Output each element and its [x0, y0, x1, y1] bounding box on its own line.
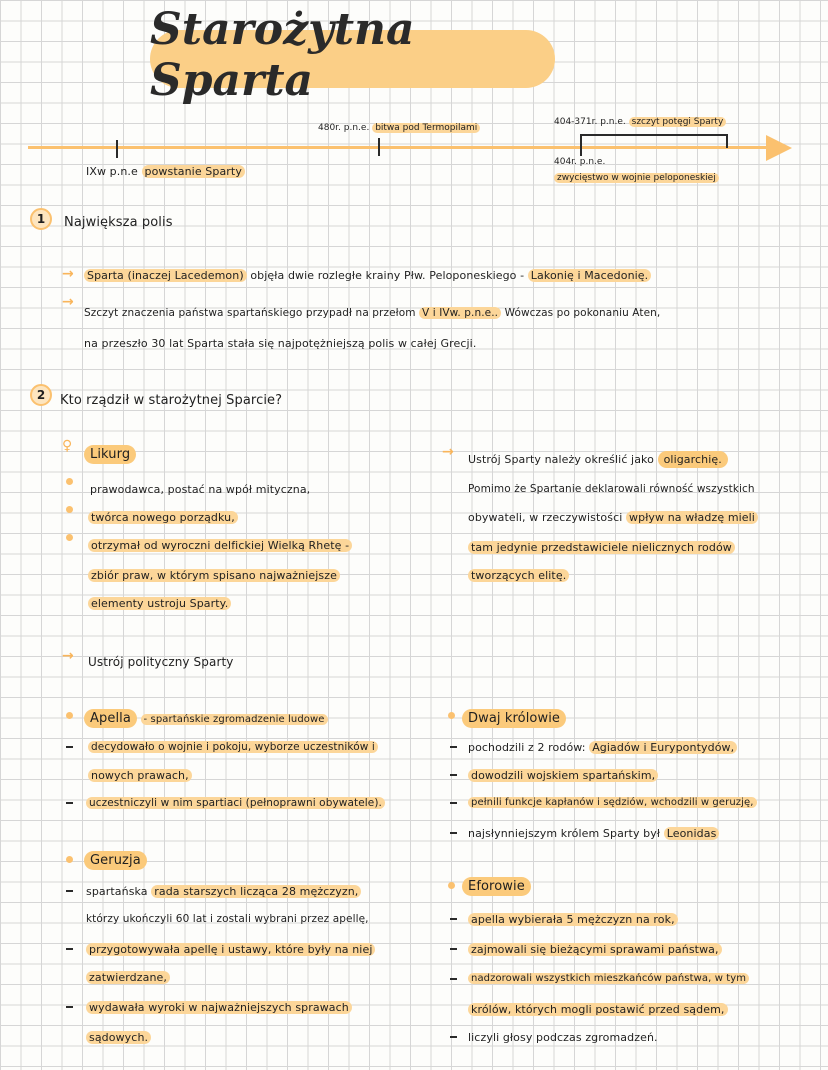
- timeline-event-4-label: zwycięstwo w wojnie peloponeskiej: [554, 174, 719, 183]
- bullet-dash: [66, 746, 73, 748]
- bullet-dash: [66, 802, 73, 804]
- eforowie-bullet-4: liczyli głosy podczas zgromadzeń.: [468, 1031, 658, 1044]
- eforowie-bullet-2: zajmowali się bieżącymi sprawami państwa,: [468, 944, 722, 955]
- eforowie-bullet-1: apella wybierała 5 mężczyzn na rok,: [468, 914, 678, 925]
- geruzja-bullet-3-line-2: sądowych.: [86, 1032, 151, 1043]
- bullet-dash: [450, 802, 457, 804]
- s1-paragraph-line-3: na przeszło 30 lat Sparta stała się najpotężniejszą polis w całej Grecji.: [84, 337, 477, 350]
- geruzja-bullet-2-line-1: przygotowywała apellę i ustawy, które były na niej: [86, 944, 375, 955]
- arrow-right-icon: →: [62, 648, 74, 664]
- oligarchy-line-5: tworzących elitę.: [468, 570, 569, 581]
- likurg-bullet-1: prawodawca, postać na wpół mityczna,: [90, 483, 311, 496]
- section-heading-1: Największa polis: [64, 215, 173, 230]
- bullet-dash: [450, 746, 457, 748]
- geruzja-bullet-3-line-1: wydawała wyroki w najważniejszych sprawach: [86, 1002, 352, 1013]
- oligarchy-line-4: tam jedynie przedstawiciele nielicznych rodów: [468, 542, 735, 553]
- timeline-event-2: [318, 124, 480, 133]
- event-label: bitwa pod Termopilami: [372, 123, 480, 133]
- oligarchy-line-3: obywateli, w rzeczywistości wpływ na władzę mieli: [468, 512, 758, 523]
- event-date: 480r. p.n.e.: [318, 123, 370, 133]
- bullet-dash: [450, 918, 457, 920]
- timeline-event-1: [86, 166, 245, 177]
- bullet-dash: [450, 1036, 457, 1038]
- bullet-dot: [66, 506, 73, 513]
- eforowie-title: Eforowie: [462, 880, 531, 893]
- bullet-dash: [450, 948, 457, 950]
- bullet-dash: [450, 978, 457, 980]
- eforowie-bullet-3-line-1: nadzorowali wszystkich mieszkańców państwa, w tym: [468, 974, 749, 984]
- event-label: szczyt potęgi Sparty: [629, 117, 727, 127]
- timeline-event-3: [554, 118, 726, 127]
- bullet-dash: [66, 1006, 73, 1008]
- person-icon: ♀: [62, 438, 73, 454]
- arrow-right-icon: →: [442, 444, 454, 460]
- event-date: IXw p.n.e: [86, 165, 138, 178]
- likurg-bullet-3-line-1: otrzymał od wyroczni delfickiej Wielką Rhetę -: [88, 540, 352, 551]
- apella-title: Apella - spartańskie zgromadzenie ludowe: [84, 712, 328, 725]
- geruzja-bullet-2-line-2: zatwierdzane,: [86, 972, 170, 983]
- apella-bullet-1-line-1: decydowało o wojnie i pokoju, wyborze uczestników i: [88, 742, 378, 753]
- bullet-dot: [66, 712, 73, 719]
- timeline-event-4-date: 404r. p.n.e.: [554, 157, 606, 167]
- timeline-arrow-icon: [766, 135, 792, 161]
- s1-paragraph-line-2: Szczyt znaczenia państwa spartańskiego przypadł na przełom V i IVw. p.n.e.. Wówczas po pokonaniu Aten,: [84, 307, 661, 319]
- bullet-dot: [448, 882, 455, 889]
- krolowie-bullet-2: dowodzili wojskiem spartańskim,: [468, 770, 658, 781]
- krolowie-bullet-4: najsłynniejszym królem Sparty był Leonidas: [468, 828, 719, 839]
- geruzja-title: Geruzja: [84, 854, 147, 867]
- section-heading-2: Kto rządził w starożytnej Sparcie?: [60, 393, 283, 408]
- timeline-tick: [116, 140, 118, 158]
- likurg-name: Likurg: [84, 448, 136, 461]
- krolowie-title: Dwaj królowie: [462, 712, 566, 725]
- section-number-1: 1: [30, 208, 52, 230]
- bullet-dash: [66, 890, 73, 892]
- likurg-bullet-3-line-3: elementy ustroju Sparty.: [88, 598, 231, 609]
- event-label: powstanie Sparty: [142, 165, 245, 178]
- timeline-range-bracket: [580, 134, 728, 148]
- geruzja-bullet-1-line-2: którzy ukończyli 60 lat i zostali wybrani przez apellę,: [86, 913, 369, 925]
- section-number-2: 2: [30, 384, 52, 406]
- event-date: 404-371r. p.n.e.: [554, 117, 626, 127]
- arrow-right-icon: →: [62, 266, 74, 282]
- timeline-tick: [378, 138, 380, 156]
- krolowie-bullet-1: pochodzili z 2 rodów: Agiadów i Eurypontydów,: [468, 742, 737, 753]
- oligarchy-line-2: Pomimo że Spartanie deklarowali równość wszystkich: [468, 483, 755, 495]
- bullet-dash: [450, 774, 457, 776]
- eforowie-bullet-3-line-2: królów, których mogli postawić przed sądem,: [468, 1004, 728, 1015]
- s1-paragraph-line-1: Sparta (inaczej Lacedemon) objęła dwie rozległe krainy Płw. Peloponeskiego - Lakonię i Macedonię.: [84, 270, 651, 281]
- ustroj-heading: Ustrój polityczny Sparty: [88, 655, 234, 669]
- bullet-dash: [66, 948, 73, 950]
- bullet-dot: [448, 712, 455, 719]
- arrow-right-icon: →: [62, 294, 74, 310]
- page-title: Starożytna Sparta: [150, 4, 415, 106]
- bullet-dot: [66, 534, 73, 541]
- krolowie-bullet-3: pełnili funkcje kapłanów i sędziów, wchodzili w geruzję,: [468, 798, 757, 808]
- bullet-dash: [450, 832, 457, 834]
- bullet-dot: [66, 478, 73, 485]
- likurg-bullet-3-line-2: zbiór praw, w którym spisano najważniejsze: [88, 570, 340, 581]
- bullet-dot: [66, 856, 73, 863]
- oligarchy-line-1: Ustrój Sparty należy określić jako oligarchię.: [468, 454, 728, 465]
- likurg-bullet-2: twórca nowego porządku,: [88, 512, 238, 523]
- geruzja-bullet-1-line-1: spartańska rada starszych licząca 28 mężczyzn,: [86, 886, 361, 897]
- apella-bullet-2: uczestniczyli w nim spartiaci (pełnoprawni obywatele).: [86, 798, 385, 809]
- apella-bullet-1-line-2: nowych prawach,: [88, 770, 192, 781]
